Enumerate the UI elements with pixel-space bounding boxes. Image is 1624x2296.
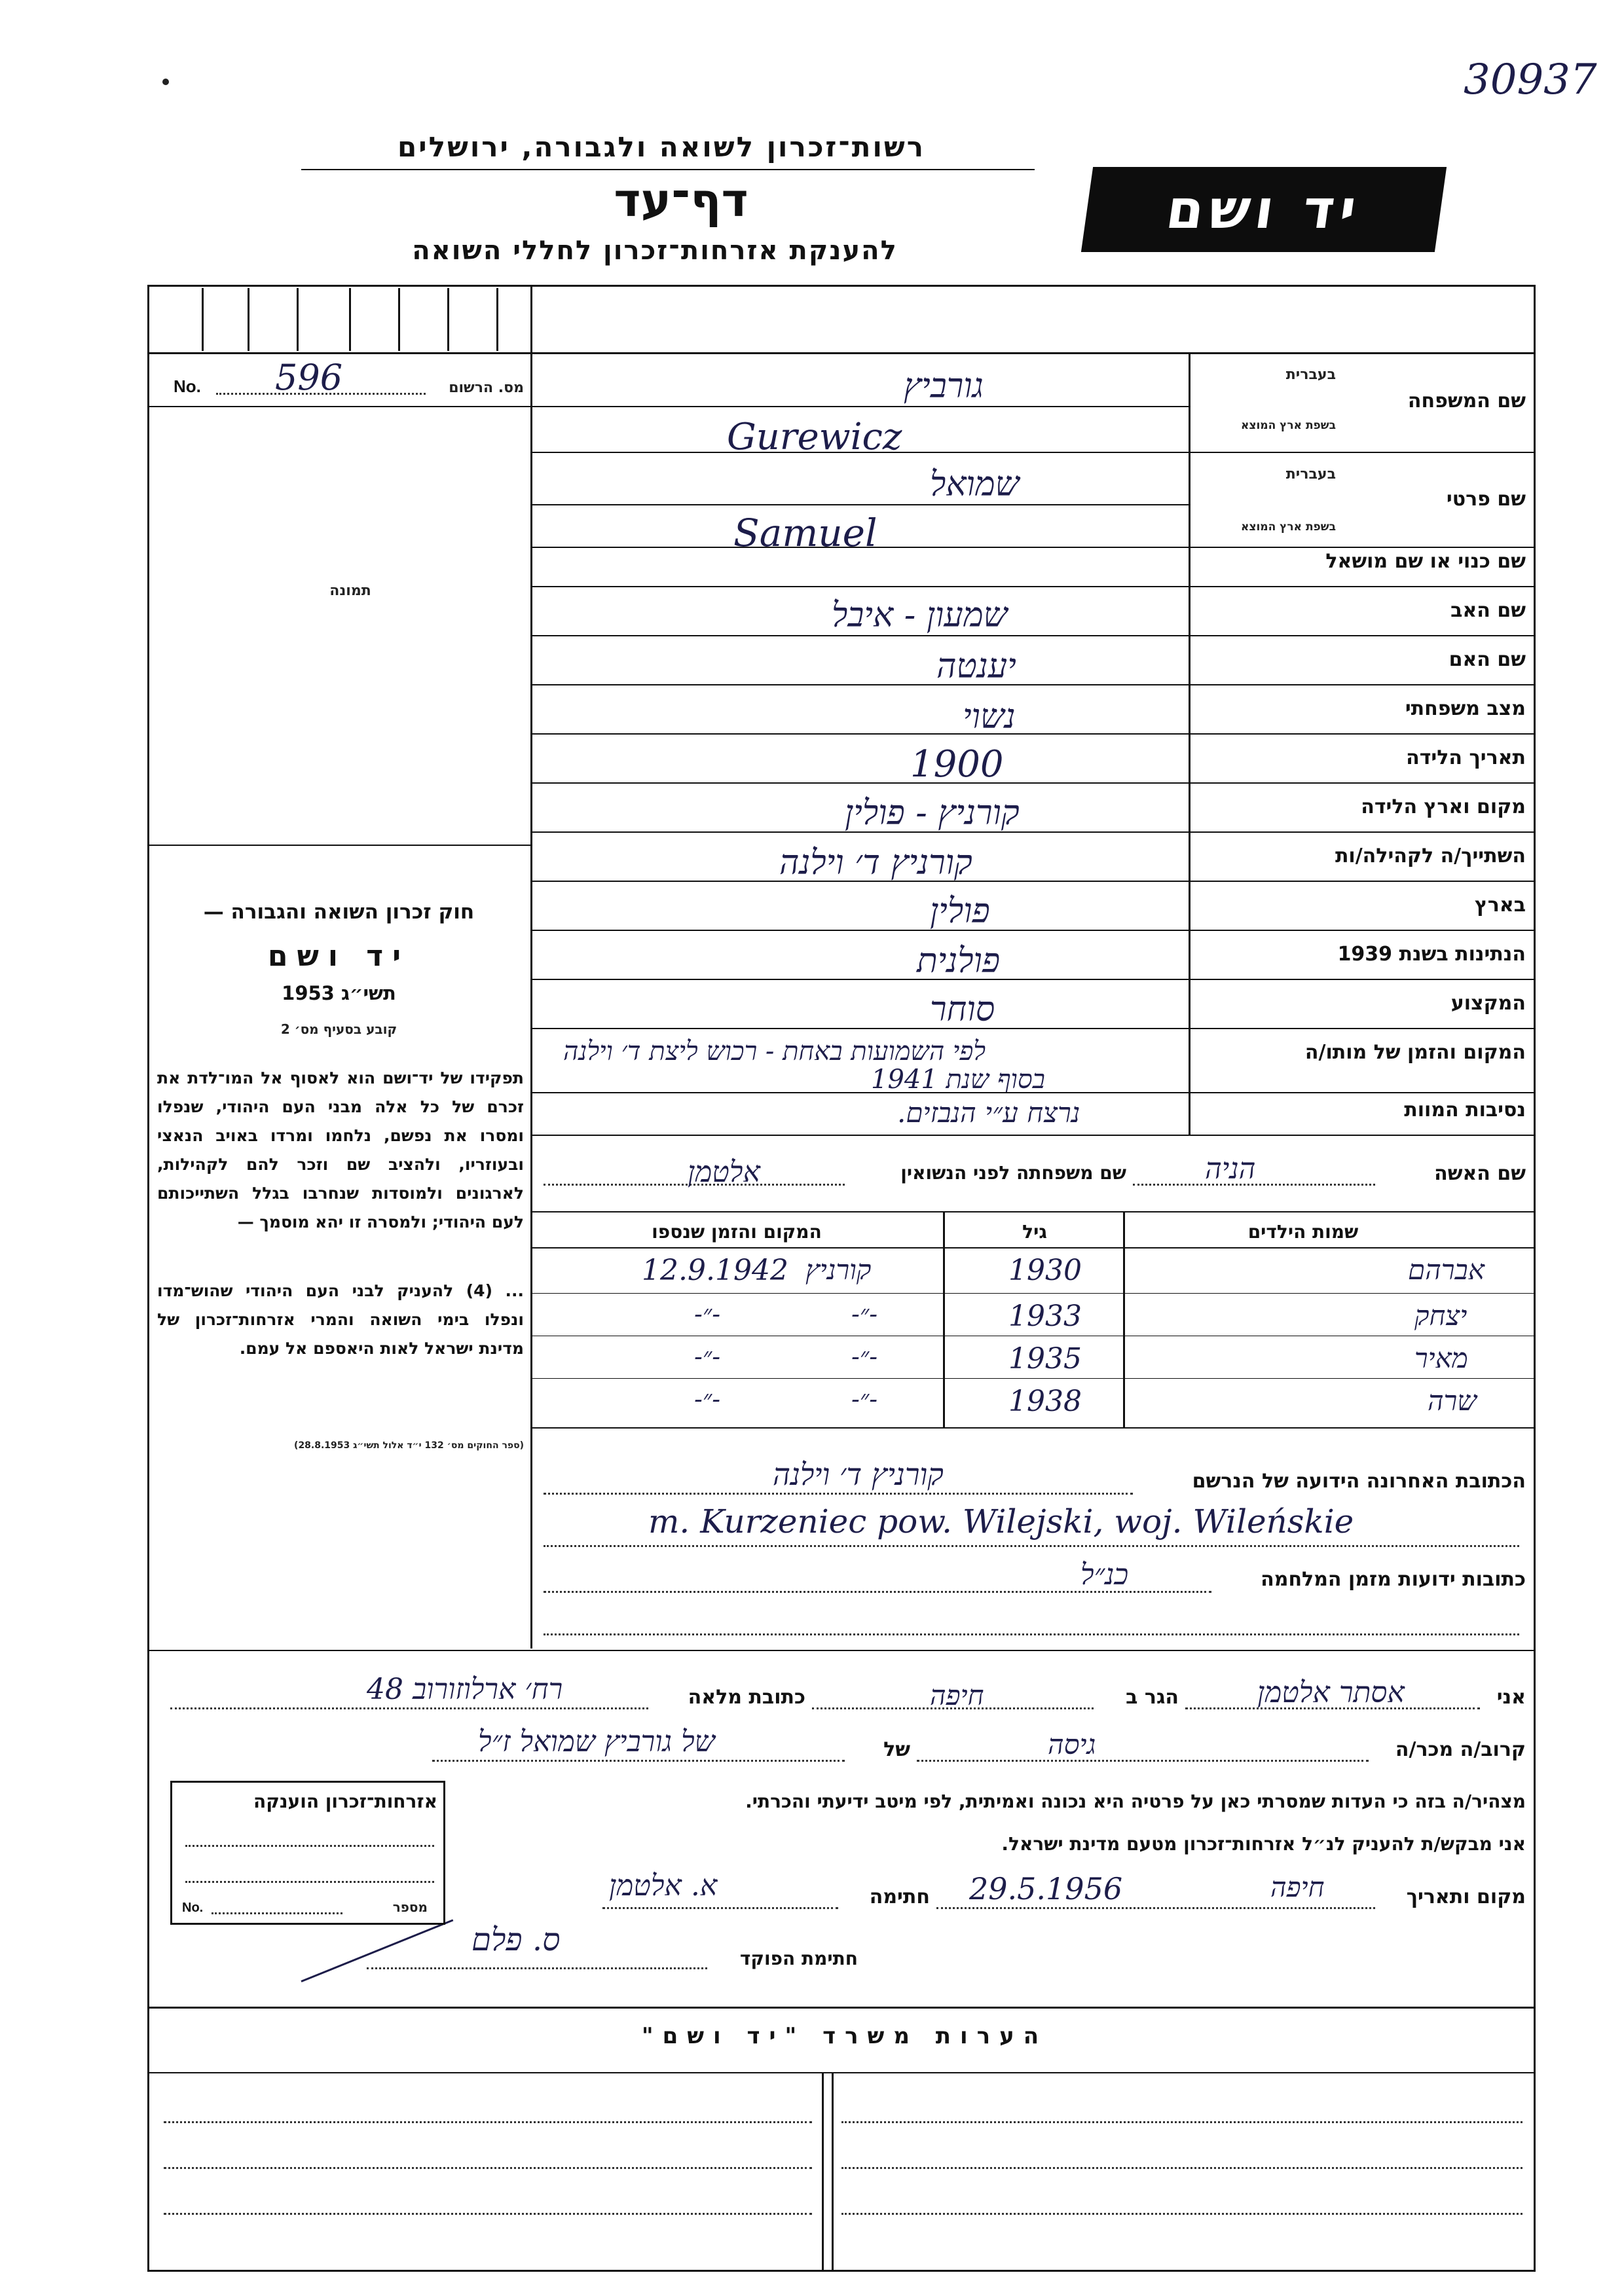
office-notes-line-l2 <box>164 2167 812 2169</box>
surname-native-value: Gurewicz <box>727 416 902 458</box>
wartime-addresses-value: כנ״ל <box>1080 1558 1129 1592</box>
children-table-bottom <box>530 1427 1536 1429</box>
given-name-label: שם פרטי <box>1446 488 1526 511</box>
last-address-line <box>544 1493 1133 1495</box>
citizenship-value: פולנית <box>917 941 1001 981</box>
full-address-label: כתובת מלאה <box>688 1686 805 1709</box>
wife-row-line <box>530 1211 1536 1212</box>
signature-label: חתימה <box>869 1886 930 1908</box>
children-row-line-3 <box>530 1378 1536 1379</box>
country-label: בארץ <box>1474 894 1526 917</box>
father-label: שם האב <box>1450 599 1526 622</box>
office-notes-line-r3 <box>841 2213 1522 2215</box>
surname-hebrew-value: גורביץ <box>904 367 984 406</box>
law-title: חוק זכרון השואה והגבורה — <box>203 900 475 924</box>
surname-hebrew-label: בעברית <box>1285 367 1336 383</box>
children-col-divider-2 <box>1123 1211 1125 1427</box>
place-date-label: מקום ותאריך <box>1406 1886 1526 1908</box>
death-place-time-value-1: לפי השמועות באחת - רכוש ליצת ד׳ וילנה <box>563 1036 986 1066</box>
country-value: פולין <box>930 892 990 931</box>
photo-label: תמונה <box>329 583 371 599</box>
last-address-line-2 <box>544 1545 1519 1547</box>
declarant-address-line <box>170 1707 648 1709</box>
children-row-line-1 <box>530 1293 1536 1294</box>
children-header-line <box>530 1247 1536 1248</box>
last-address-native: m. Kurzeniec pow. Wilejski, woj. Wileńskie <box>648 1503 1354 1540</box>
office-notes-line-l3 <box>164 2213 812 2215</box>
place-date-line <box>936 1907 1375 1909</box>
relative-label: קרוב/ה מכר/ה <box>1395 1738 1526 1761</box>
last-address-label: הכתובת האחרונה הידועה של הנרשם <box>1192 1470 1526 1493</box>
registration-number: 596 <box>275 357 343 398</box>
certificate-number-en: No. <box>182 1901 204 1915</box>
request-text: אני מבקש/ת להעניק לנ״ל אזרחות־זכרון מטעם מדינת ישראל. <box>1001 1833 1526 1855</box>
wartime-addresses-label: כתובות ידועות מזמן המלחמה <box>1261 1568 1526 1591</box>
of-label: של <box>883 1738 910 1761</box>
given-bottom-line <box>530 547 1536 548</box>
declarant-city-value: חיפה <box>930 1679 984 1711</box>
office-notes-line-r1 <box>841 2121 1522 2123</box>
last-address-hebrew: קורניץ ד׳ וילנה <box>773 1457 944 1492</box>
law-section: קובע בסעיף מס׳ 2 <box>280 1021 397 1037</box>
declaration-text: מצהיר/ה בזה כי העדות שמסרתי כאן על פרטיה היא נכונה ואמיתית, לפי מיטב ידיעתי והכרתי. <box>745 1791 1526 1812</box>
place-value: חיפה <box>1270 1871 1325 1903</box>
declarant-address-value: רח׳ ארלוזורוב 48 <box>367 1673 563 1706</box>
office-notes-title: הערות משרד "יד ושם" <box>641 2023 1048 2049</box>
given-row-line <box>530 504 1189 505</box>
certificate-number-label: מספר <box>392 1899 428 1915</box>
signature-line <box>602 1907 838 1909</box>
nickname-line <box>530 586 1536 587</box>
law-paragraph-2: ... (4) להעניק לבני העם היהודי שהוש־מדו ונפלו בימי השואה והמרי אזרחות־זכרון של מדינת ישראל לאות היאספם אל עמם. <box>157 1281 525 1358</box>
declarant-i-label: אני <box>1496 1686 1526 1709</box>
birth-date-value: 1900 <box>910 743 1004 786</box>
citizenship-line <box>530 979 1536 980</box>
profession-line <box>530 1028 1536 1029</box>
maiden-name-label: שם משפחתה לפני הנשואין <box>900 1162 1126 1184</box>
official-signature-value: ס. פלם <box>471 1922 561 1958</box>
birth-date-label: תאריך הלידה <box>1406 746 1526 769</box>
authority-underline <box>301 169 1035 170</box>
death-circumstances-line <box>530 1135 1536 1136</box>
mother-label: שם האם <box>1449 648 1526 671</box>
given-hebrew-value: שמואל <box>930 465 1020 504</box>
relative-line <box>917 1760 1369 1762</box>
registration-prefix: No. <box>174 376 201 396</box>
marital-status-label: מצב משפחתי <box>1405 697 1526 720</box>
declarant-name-value: אסתר אלטמן <box>1257 1676 1405 1709</box>
office-notes-line-r2 <box>841 2167 1522 2169</box>
relative-value: גיסה <box>1048 1728 1096 1760</box>
certificate-box <box>170 1781 445 1925</box>
official-signature-label: חתימת הפוקד <box>739 1948 858 1969</box>
office-notes-mid-1 <box>822 2072 824 2272</box>
office-notes-line-l1 <box>164 2121 812 2123</box>
citizenship-label: הנתינות בשנת 1939 <box>1337 943 1526 966</box>
maiden-name-value: אלטמן <box>688 1156 760 1189</box>
law-paragraph-1: תפקידו של יד־ושם הוא לאסוף אל המו־לדת את זכרם של כל אלה מבני העם היהודי, שנפלו ומסרו את נפשם, נלחמו ומרדו באויב הנאצי ובעוזריו, ולהציב שם וזכר להם לקהילות, לארגונים ולמוסדות שנחרבו בגלל השתייכותם לעם היהודי; ולמסרה זו יהא מוסמך — <box>157 1068 524 1231</box>
relative-of-line <box>432 1760 845 1762</box>
ink-dot <box>162 79 169 85</box>
children-age-header: גיל <box>1022 1221 1047 1243</box>
surname-label: שם המשפחה <box>1407 390 1526 412</box>
declarant-signature: א. אלטמן <box>609 1869 718 1903</box>
date-value: 29.5.1956 <box>969 1871 1123 1906</box>
resides-in-label: הגר ב <box>1126 1686 1179 1709</box>
archive-number: 30937 <box>1464 56 1597 104</box>
country-line <box>530 930 1536 931</box>
office-notes-divider <box>149 2072 1536 2073</box>
declarant-section-top <box>149 1650 1536 1651</box>
tick-boxes <box>149 288 529 351</box>
official-signature-line <box>367 1967 707 1969</box>
death-place-time-label: המקום והזמן של מותו/ה <box>1304 1041 1526 1064</box>
children-place-header: המקום והזמן שנספו <box>652 1221 822 1243</box>
surname-row-line <box>530 406 1189 407</box>
law-citation: (ספר החוקים מס׳ 132 י״ד אלול תשי״ג 28.8.1953) <box>294 1440 524 1451</box>
community-value: קורניץ ד׳ וילנה <box>779 843 972 883</box>
office-notes-mid-2 <box>832 2072 834 2272</box>
left-column-divider <box>530 287 532 1649</box>
form-title: דף־עד <box>614 173 748 227</box>
profession-value: סוחר <box>930 990 995 1029</box>
wife-value: הניה <box>1205 1152 1256 1186</box>
birth-place-value: קורניץ - פולין <box>845 793 1020 833</box>
birth-date-line <box>530 782 1536 784</box>
office-notes-top <box>149 2007 1536 2009</box>
community-line <box>530 881 1536 882</box>
surname-bottom-line <box>530 452 1536 453</box>
wife-label: שם האשה <box>1434 1162 1526 1185</box>
registration-label: מס. הרשום <box>449 380 524 396</box>
marital-status-value: נשוי <box>963 697 1016 737</box>
father-line <box>530 635 1536 636</box>
children-col-divider-1 <box>943 1211 945 1427</box>
label-column-divider <box>1189 352 1190 1135</box>
wartime-addresses-line-2 <box>544 1633 1519 1635</box>
mother-line <box>530 684 1536 685</box>
given-hebrew-label: בעברית <box>1285 466 1336 483</box>
birth-place-label: מקום וארץ הלידה <box>1361 795 1526 818</box>
death-place-time-line <box>530 1092 1536 1093</box>
death-circumstances-value: נרצח ע״י הנבזים. <box>897 1097 1080 1129</box>
death-place-time-value-2: בסוף שנת 1941 <box>871 1065 1045 1095</box>
given-native-value: Samuel <box>733 511 877 555</box>
community-label: השתייך/ה לקהילה/ות <box>1335 845 1526 867</box>
certificate-label: אזרחות־זכרון הוענקה <box>253 1791 437 1812</box>
death-circumstances-label: נסיבות המוות <box>1404 1099 1526 1121</box>
relative-of-value: של גורביץ שמואל ז״ל <box>478 1725 715 1758</box>
law-year: תשי״ג 1953 <box>282 982 396 1004</box>
form-subtitle: להענקת אזרחות־זכרון לחללי השואה <box>412 236 898 266</box>
nickname-label: שם כנוי או שם מושאל <box>1325 550 1526 573</box>
given-native-label: בשפת ארץ המוצא <box>1240 520 1336 534</box>
surname-native-label: בשפת ארץ המוצא <box>1240 419 1336 432</box>
registration-divider <box>149 406 530 407</box>
photo-divider <box>149 845 530 846</box>
father-value: שמעון - איבל <box>832 596 1008 635</box>
children-names-header: שמות הילדים <box>1247 1221 1359 1243</box>
birth-place-line <box>530 831 1536 833</box>
marital-status-line <box>530 733 1536 735</box>
profession-label: המקצוע <box>1450 992 1526 1015</box>
mother-value: יענטה <box>936 647 1016 686</box>
authority-name: רשות־זכרון לשואה ולגבורה, ירושלים <box>397 131 926 163</box>
yad-vashem-logo: יד ושם <box>1081 167 1447 252</box>
law-name: יד ושם <box>267 939 411 973</box>
